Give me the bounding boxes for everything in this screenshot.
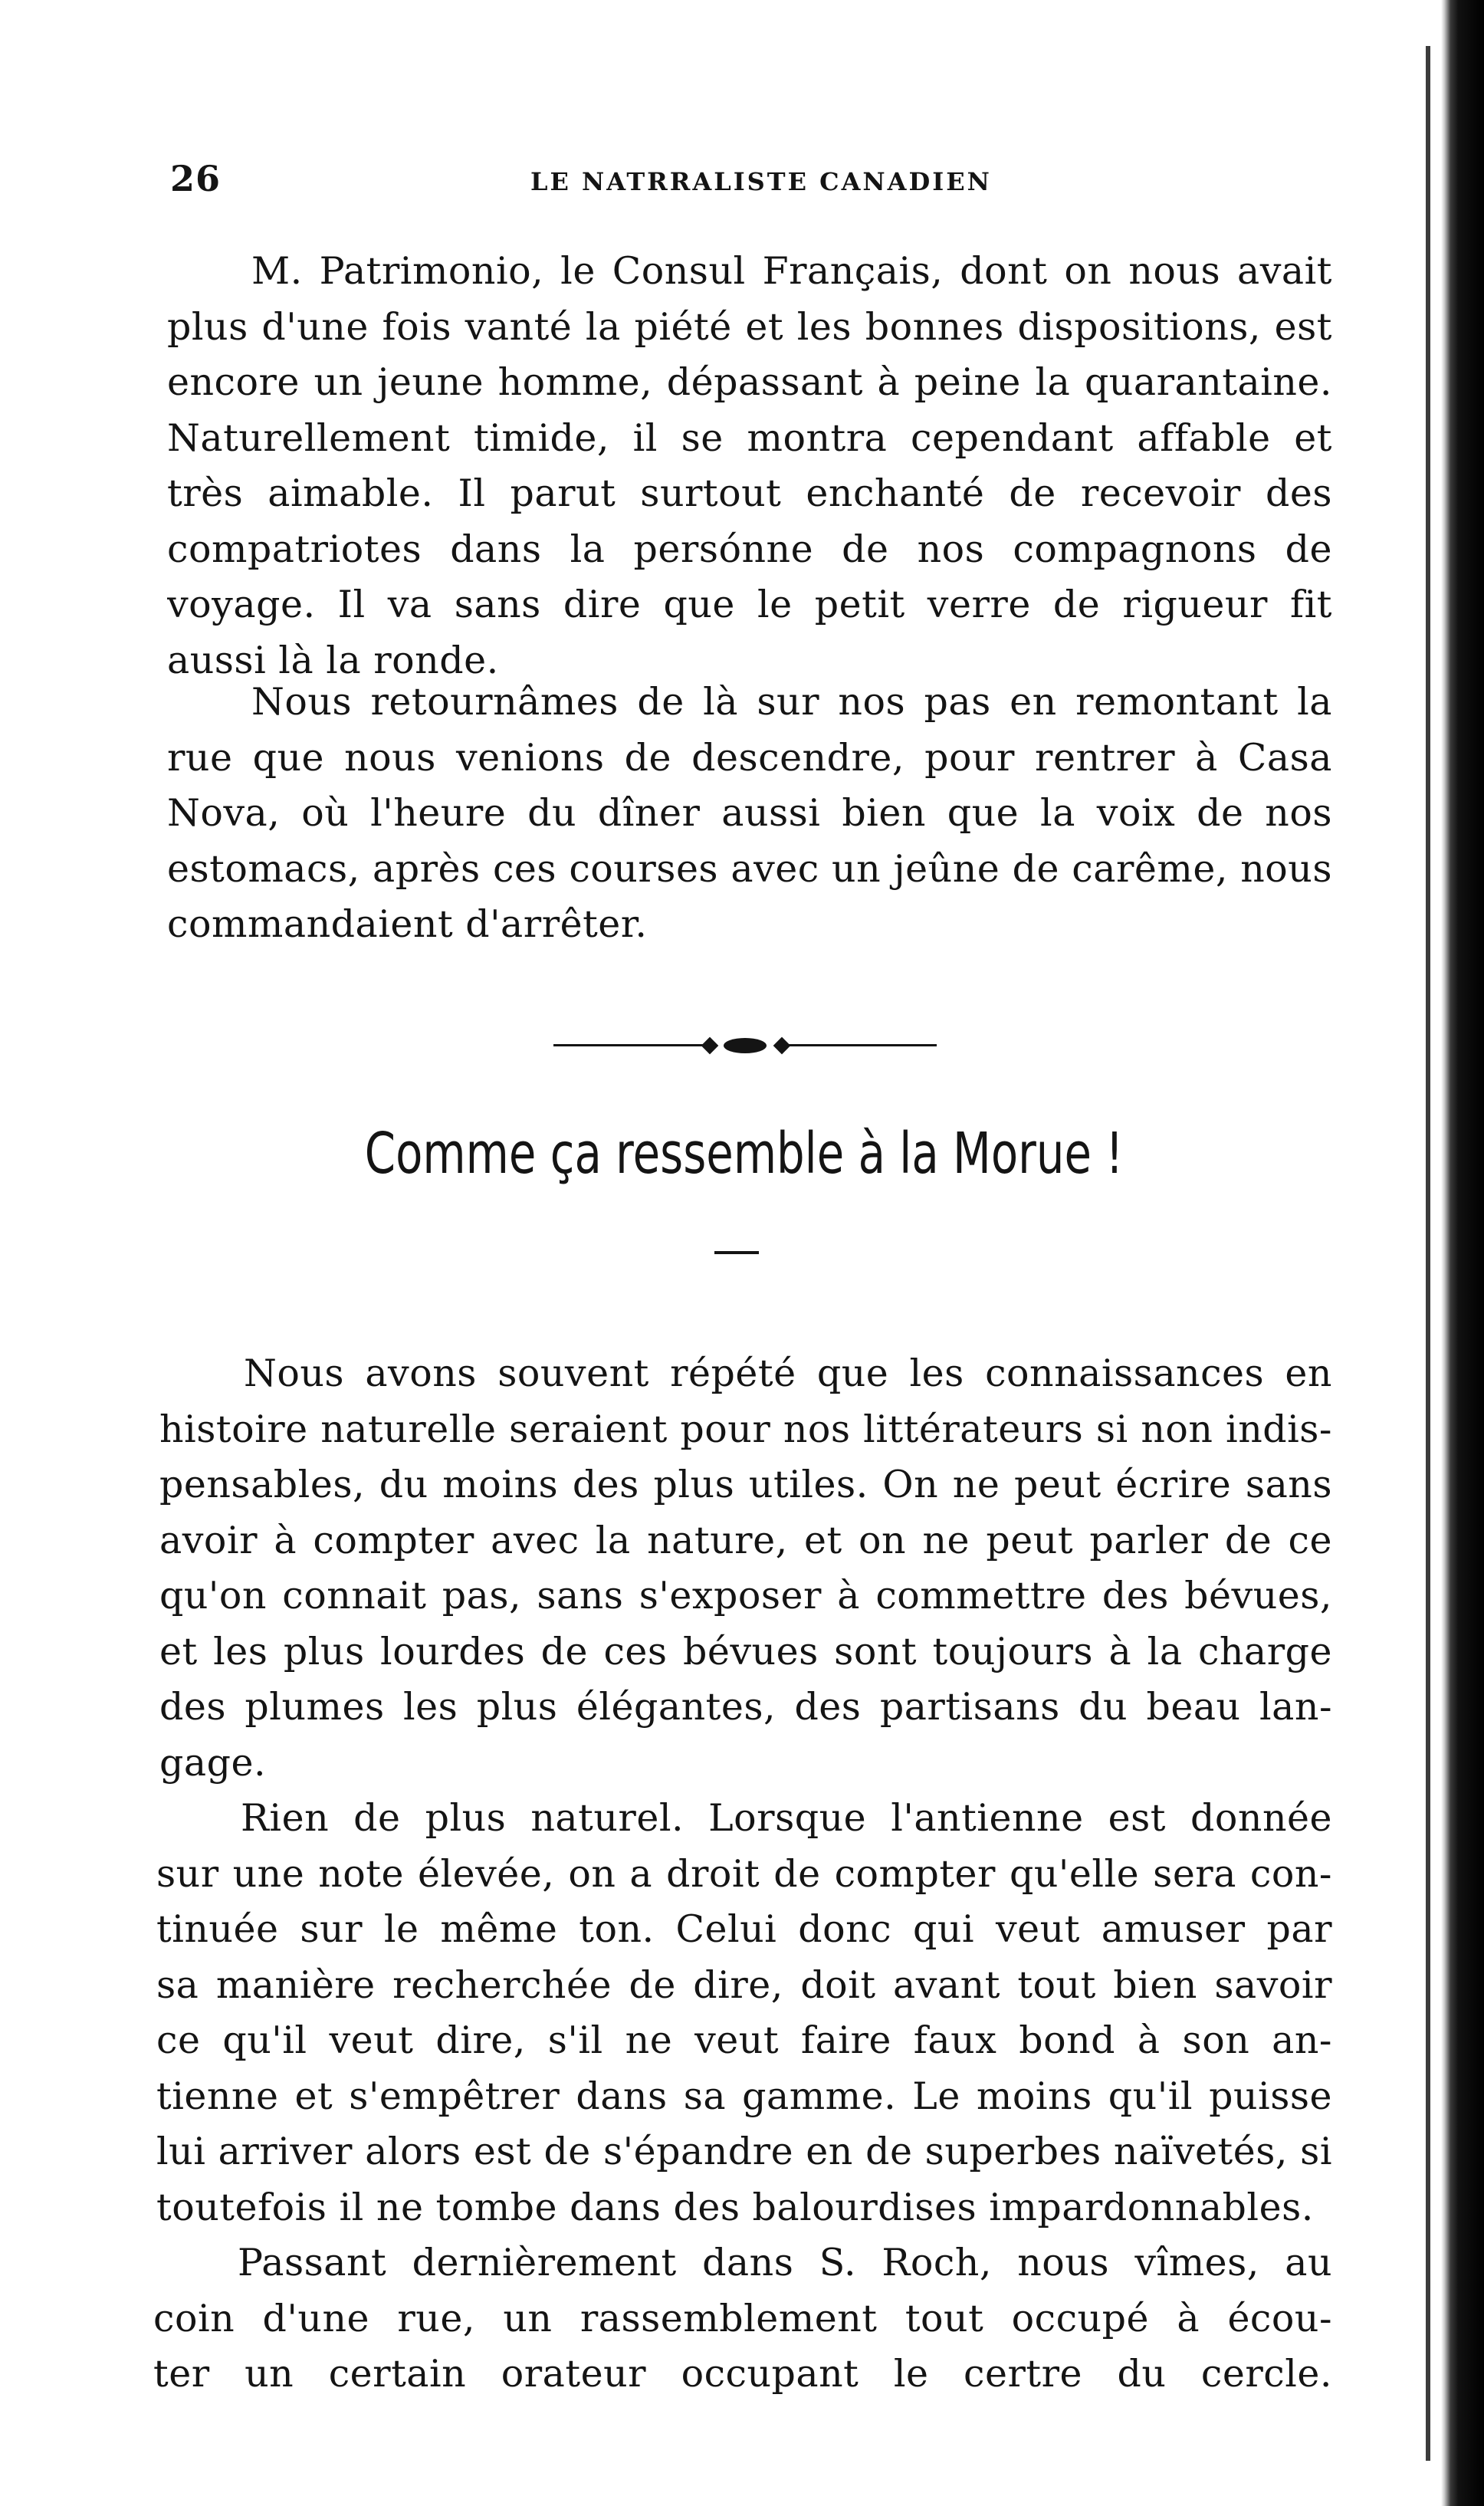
text-line: plus d'une fois vanté la piété et les bonnes dispositions, est bbox=[167, 304, 1332, 349]
text-line: aussi là la ronde. bbox=[167, 638, 499, 682]
text-line: Rien de plus naturel. Lorsque l'antienne est donnée bbox=[241, 1796, 1332, 1840]
text-line: encore un jeune homme, dépassant à peine la quarantaine. bbox=[167, 360, 1332, 404]
text-line: et les plus lourdes de ces bévues sont toujours à la charge bbox=[159, 1629, 1332, 1673]
paragraph-consul bbox=[167, 244, 1332, 688]
section-ornament bbox=[553, 1036, 937, 1055]
binding-edge bbox=[1441, 0, 1484, 2506]
text-line: Nous retournâmes de là sur nos pas en remontant la bbox=[251, 680, 1332, 724]
text-line: tinuée sur le même ton. Celui donc qui veut amuser par bbox=[156, 1907, 1332, 1951]
text-line: gage. bbox=[159, 1740, 267, 1785]
page-header bbox=[170, 158, 1320, 204]
text-line: toutefois il ne tombe dans des balourdises impardonnables. bbox=[156, 2185, 1314, 2229]
text-line: rue que nous venions de descendre, pour rentrer à Casa bbox=[167, 735, 1332, 780]
text-line: Nova, où l'heure du dîner aussi bien que la voix de nos bbox=[167, 791, 1332, 835]
page-number: 26 bbox=[170, 158, 222, 199]
text-line: commandaient d'arrêter. bbox=[167, 902, 648, 946]
text-line: sa manière recherchée de dire, doit avant tout bien savoir bbox=[156, 1962, 1332, 2007]
title-rule bbox=[714, 1251, 759, 1254]
text-line: ter un certain orateur occupant le certre du cercle. bbox=[153, 2352, 1332, 2396]
text-line: coin d'une rue, un rassemblement tout occupé à écou- bbox=[153, 2296, 1332, 2340]
text-line: sur une note élevée, on a droit de compter qu'elle sera con- bbox=[156, 1851, 1332, 1896]
paragraph-natural-history bbox=[159, 1346, 1332, 1791]
ornament-rule-left bbox=[553, 1044, 707, 1046]
text-line: des plumes les plus élégantes, des partisans du beau lan- bbox=[159, 1685, 1332, 1729]
text-line: qu'on connait pas, sans s'exposer à commettre des bévues, bbox=[159, 1574, 1332, 1618]
text-line: ce qu'il veut dire, s'il ne veut faire faux bond à son an- bbox=[156, 2018, 1332, 2062]
text-line: M. Patrimonio, le Consul Français, dont on nous avait bbox=[251, 249, 1332, 293]
text-line: tienne et s'empêtrer dans sa gamme. Le moins qu'il puisse bbox=[156, 2074, 1332, 2118]
paragraph-return bbox=[167, 675, 1332, 953]
text-line: avoir à compter avec la nature, et on ne peut parler de ce bbox=[159, 1518, 1332, 1562]
section-title: Comme ça ressemble à la Morue ! bbox=[364, 1121, 1124, 1187]
paragraph-saint-roch bbox=[153, 2235, 1332, 2403]
text-line: Passant dernièrement dans S. Roch, nous vîmes, au bbox=[238, 2241, 1332, 2284]
ornament-rule-right bbox=[783, 1044, 937, 1046]
text-line: estomacs, après ces courses avec un jeûne de carême, nous bbox=[167, 846, 1332, 891]
binding-shadow-line bbox=[1426, 46, 1430, 2461]
text-line: pensables, du moins des plus utiles. On ne peut écrire sans bbox=[159, 1463, 1332, 1506]
text-line: Naturellement timide, il se montra cependant affable et bbox=[167, 415, 1332, 460]
text-line: lui arriver alors est de s'épandre en de superbes naïvetés, si bbox=[156, 2130, 1332, 2173]
text-line: voyage. Il va sans dire que le petit verre de rigueur fit bbox=[167, 583, 1332, 626]
ornament-center bbox=[724, 1038, 767, 1053]
running-title: LE NATRRALISTE CANADIEN bbox=[530, 167, 992, 196]
text-line: histoire naturelle seraient pour nos littérateurs si non indis- bbox=[159, 1407, 1332, 1451]
ornament-diamond-left bbox=[701, 1037, 719, 1055]
text-line: Nous avons souvent répété que les connaissances en bbox=[244, 1352, 1332, 1395]
text-line: compatriotes dans la persónne de nos compagnons de bbox=[167, 527, 1332, 571]
text-line: très aimable. Il parut surtout enchanté de recevoir des bbox=[167, 471, 1332, 515]
paragraph-antienne bbox=[156, 1791, 1332, 2235]
